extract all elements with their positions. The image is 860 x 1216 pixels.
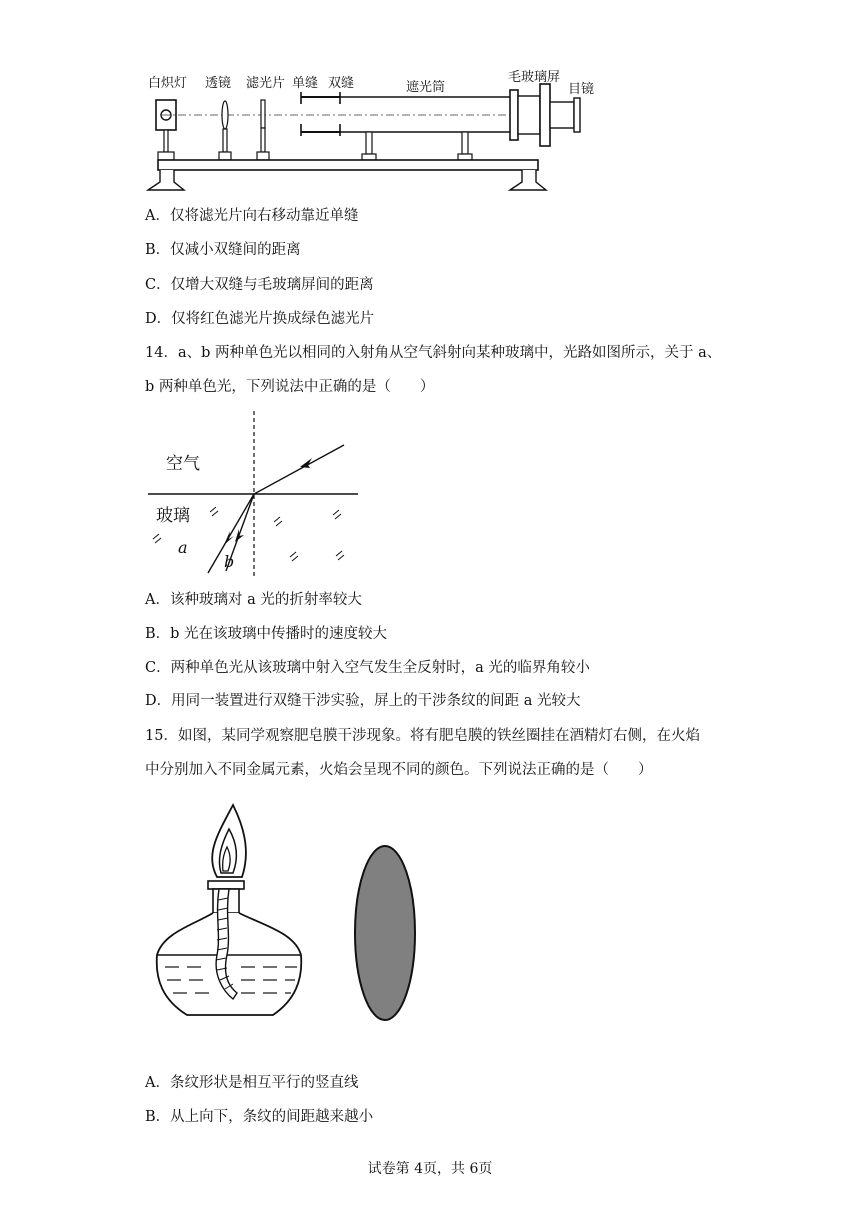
q13-option-c: C．仅增大双缝与毛玻璃屏间的距离 bbox=[145, 277, 374, 293]
refraction-drawing bbox=[140, 405, 370, 585]
q14-option-a: A．该种玻璃对 a 光的折射率较大 bbox=[145, 592, 362, 608]
q14-stem-line2: b 两种单色光，下列说法中正确的是（ ） bbox=[145, 379, 435, 395]
q15-stem-line1: 15．如图，某同学观察肥皂膜干涉现象。将有肥皂膜的铁丝圈挂在酒精灯右侧，在火焰 bbox=[145, 728, 700, 744]
page-footer: 试卷第 4页，共 6页 bbox=[367, 1161, 493, 1177]
q14-stem-line1: 14．a、b 两种单色光以相同的入射角从空气斜射向某种玻璃中，光路如图所示，关于 a、 bbox=[145, 345, 722, 361]
q14-option-b: B．b 光在该玻璃中传播时的速度较大 bbox=[145, 626, 388, 642]
ray-a-arrow-icon bbox=[224, 531, 234, 545]
q13-option-b: B．仅减小双缝间的距离 bbox=[145, 242, 301, 258]
label-ray-a: a bbox=[178, 538, 188, 557]
label-glass: 玻璃 bbox=[156, 506, 190, 526]
q13-option-a: A．仅将滤光片向右移动靠近单缝 bbox=[145, 208, 359, 224]
q13-option-d: D．仅将红色滤光片换成绿色滤光片 bbox=[145, 311, 375, 327]
label-double-slit: 双缝 bbox=[328, 76, 355, 91]
label-filter: 滤光片 bbox=[246, 76, 286, 91]
soap-film bbox=[355, 846, 415, 1020]
soap-film-diagram bbox=[145, 795, 435, 1030]
apparatus-diagram bbox=[140, 60, 610, 200]
label-single-slit: 单缝 bbox=[292, 76, 319, 91]
q14-option-d: D．用同一装置进行双缝干涉实验，屏上的干涉条纹的间距 a 光较大 bbox=[145, 693, 581, 709]
lamp-and-film-drawing bbox=[145, 795, 435, 1030]
label-air: 空气 bbox=[166, 454, 200, 474]
label-lamp: 白炽灯 bbox=[148, 76, 188, 91]
q15-option-b: B．从上向下，条纹的间距越来越小 bbox=[145, 1109, 374, 1125]
label-eyepiece: 目镜 bbox=[568, 82, 595, 97]
q15-option-a: A．条纹形状是相互平行的竖直线 bbox=[145, 1075, 359, 1091]
q15-stem-line2: 中分别加入不同金属元素，火焰会呈现不同的颜色。下列说法正确的是（ ） bbox=[145, 762, 653, 778]
label-lens: 透镜 bbox=[205, 76, 232, 91]
label-ray-b: b bbox=[224, 552, 235, 571]
label-tube: 遮光筒 bbox=[406, 80, 446, 95]
q14-option-c: C．两种单色光从该玻璃中射入空气发生全反射时，a 光的临界角较小 bbox=[145, 660, 590, 676]
label-screen: 毛玻璃屏 bbox=[508, 70, 561, 85]
refraction-diagram bbox=[140, 405, 370, 585]
